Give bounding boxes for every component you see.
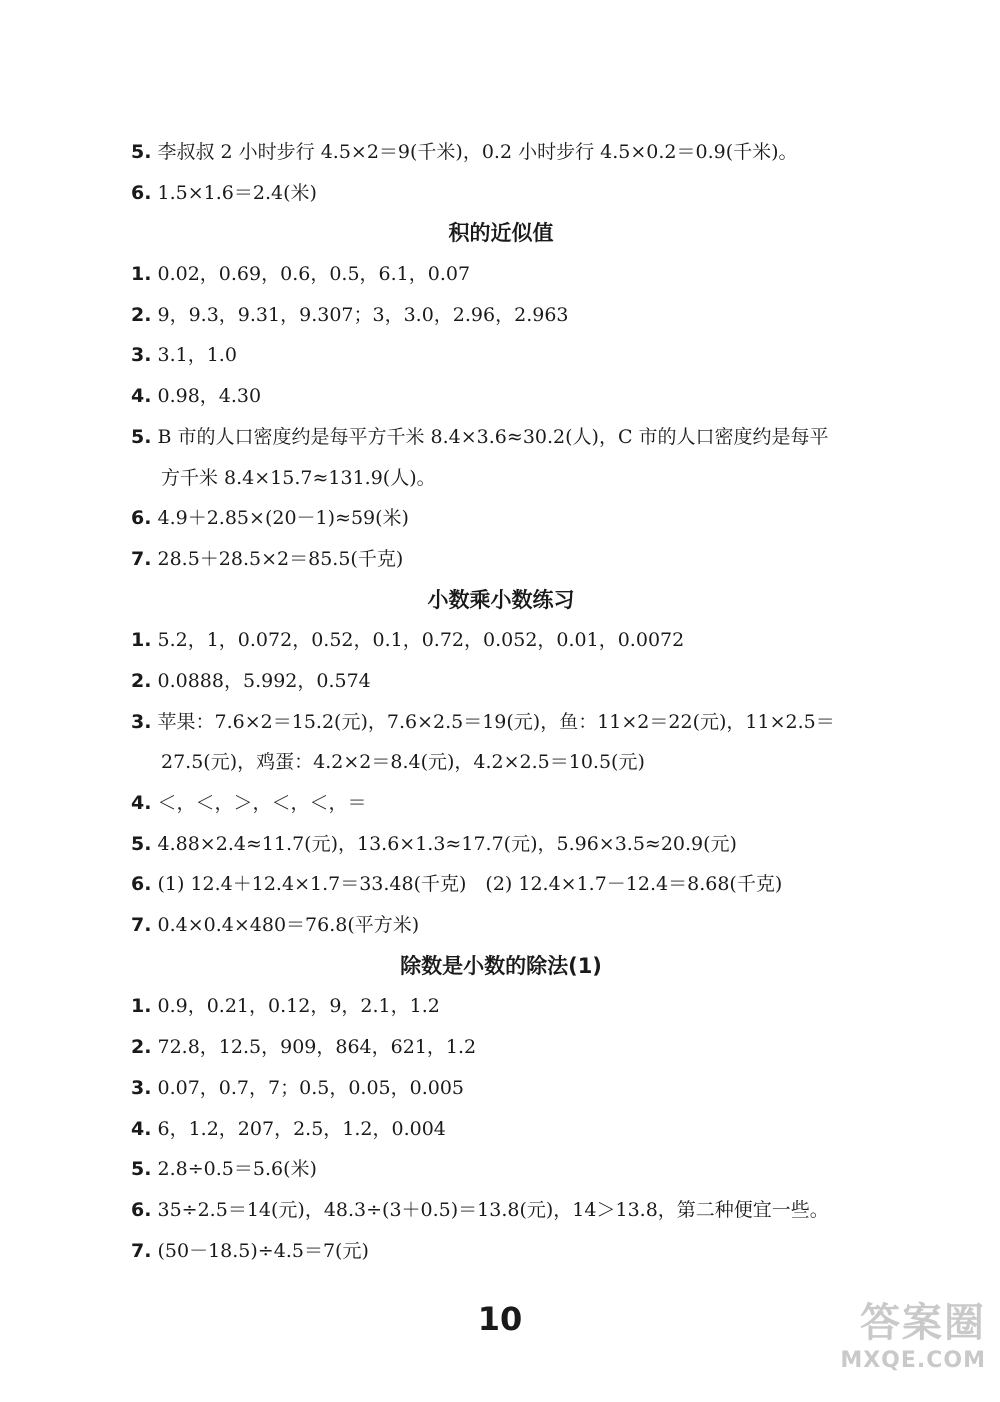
item-number: 1. [131,263,152,286]
answer-item [131,254,881,295]
answer-text: B 市的人口密度约是每平方千米 8.4×3.6≈30.2(人)，C 市的人口密度约是每平 [157,425,829,448]
answer-item [131,132,881,173]
item-number: 4. [131,792,152,814]
answer-item [131,1027,881,1068]
answer-text: 0.98，4.30 [157,385,262,408]
answer-text: 苹果：7.6×2＝15.2(元)，7.6×2.5＝19(元)，鱼：11×2＝22(元)，11×2.5＝ [157,710,835,733]
section-title: 积的近似值 [448,221,554,246]
item-number: 7. [131,1239,152,1262]
item-number: 2. [131,1036,152,1059]
answer-text: 6，1.2，207，2.5，1.2，0.004 [157,1117,446,1140]
answer-text: 5.2，1，0.072，0.52，0.1，0.72，0.052，0.01，0.0072 [157,629,685,652]
answer-item [131,335,881,376]
answer-text: 27.5(元)，鸡蛋：4.2×2＝8.4(元)，4.2×2.5＝10.5(元) [161,751,645,774]
answer-item [131,824,881,865]
answer-text: 28.5＋28.5×2＝85.5(千克) [157,547,404,570]
page-number: 10 [477,1300,523,1338]
answer-item [131,417,881,458]
watermark-logo [806,1300,986,1390]
item-number: 5. [131,832,152,855]
item-number: 4. [131,385,152,408]
answer-item [131,864,881,905]
answer-item [131,1109,881,1150]
watermark-bottom-text: MXQE.COM [840,1348,986,1373]
answer-item [131,295,881,336]
item-number: 5. [131,1158,152,1181]
item-number: 6. [131,873,152,896]
item-number: 6. [131,507,152,530]
answer-text: 李叔叔 2 小时步行 4.5×2＝9(千米)，0.2 小时步行 4.5×0.2＝0.9(千米)。 [157,141,798,163]
answer-text: 4.88×2.4≈11.7(元)，13.6×1.3≈17.7(元)，5.96×3.5≈20.9(元) [157,832,737,855]
answer-item [131,1190,881,1231]
item-number: 2. [131,303,152,326]
answer-text: 0.02，0.69，0.6，0.5，6.1，0.07 [157,263,471,286]
answer-item [131,905,881,946]
item-number: 5. [131,141,152,163]
answer-text: 0.9，0.21，0.12，9，2.1，1.2 [157,995,440,1018]
item-number: 5. [131,425,152,448]
item-number: 3. [131,1076,152,1099]
answer-text: 0.07，0.7，7；0.5，0.05，0.005 [157,1076,465,1099]
answer-item [131,661,881,702]
answer-item [131,1068,881,1109]
answer-item-continuation [131,458,881,499]
item-number: 7. [131,547,152,570]
answer-text: 方千米 8.4×15.7≈131.9(人)。 [161,466,436,489]
answer-text: 1.5×1.6＝2.4(米) [157,181,317,204]
watermark-top-text: 答案圈 [860,1300,986,1346]
answer-content [131,132,881,1271]
item-number: 2. [131,669,152,692]
answer-item [131,783,881,824]
answer-text: 35÷2.5＝14(元)，48.3÷(3＋0.5)＝13.8(元)，14＞13.8，第二种便宜一些。 [157,1198,829,1221]
answer-item [131,376,881,417]
answer-text: (50－18.5)÷4.5＝7(元) [157,1239,369,1262]
answer-text: 72.8，12.5，909，864，621，1.2 [157,1036,477,1059]
answer-text: 0.4×0.4×480＝76.8(平方米) [157,914,420,937]
item-number: 6. [131,181,152,204]
section-title: 小数乘小数练习 [427,587,575,612]
item-number: 7. [131,914,152,937]
answer-item [131,1231,881,1272]
item-number: 4. [131,1117,152,1140]
item-number: 3. [131,710,152,733]
answer-text: 4.9＋2.85×(20－1)≈59(米) [157,507,409,530]
answer-item [131,173,881,214]
answer-item [131,498,881,539]
answer-text: 2.8÷0.5＝5.6(米) [157,1158,317,1181]
answer-text: (1) 12.4＋12.4×1.7＝33.48(千克) (2) 12.4×1.7－12.4＝8.68(千克) [157,873,783,896]
item-number: 6. [131,1198,152,1221]
answer-item [131,1149,881,1190]
answer-item [131,620,881,661]
answer-text: 3.1，1.0 [157,344,237,367]
item-number: 3. [131,344,152,367]
answer-text: 9，9.3，9.31，9.307；3，3.0，2.96，2.963 [157,303,569,326]
answer-item-continuation [131,742,881,783]
answer-item [131,539,881,580]
item-number: 1. [131,629,152,652]
answer-text: 0.0888，5.992，0.574 [157,669,371,692]
answer-text: ＜，＜，＞，＜，＜，＝ [157,792,367,814]
answer-item [131,986,881,1027]
answer-item [131,702,881,743]
item-number: 1. [131,995,152,1018]
section-title: 除数是小数的除法(1) [400,953,602,978]
